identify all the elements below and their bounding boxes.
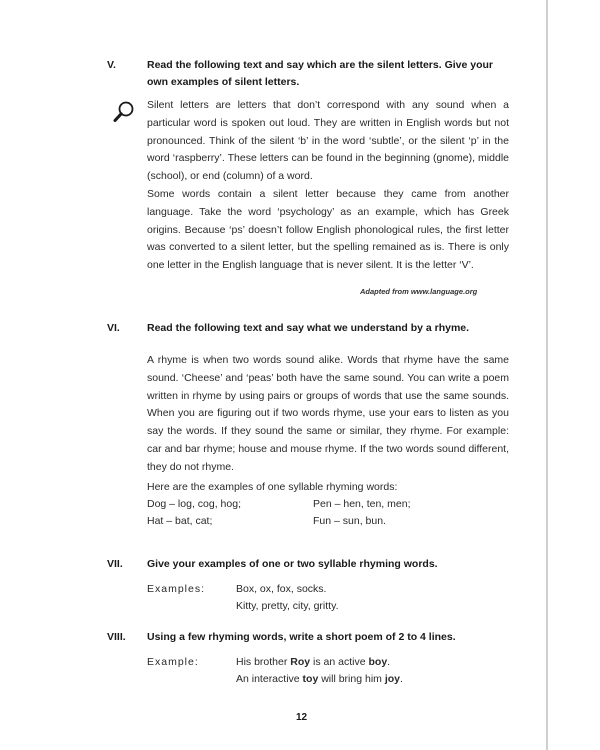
paragraph: A rhyme is when two words sound alike. Words that rhyme have the same sound. ‘Cheese’ and ‘peas’ both have the same sound. You can write a poem written in rhyme by using pairs or groups of words that use the same sounds. When you are figuring out if two words rhyme, use your ears to listen as you say the words. If they sound the same or similar, they rhyme. For example: car and bar rhyme; house and mouse rhyme. If the two words sound different, they do not rhyme. bbox=[147, 354, 509, 473]
section-vi-text bbox=[147, 352, 509, 477]
examples-label: Examples: bbox=[147, 583, 206, 595]
rhyme-word: joy bbox=[384, 673, 400, 685]
rhyme-word: toy bbox=[302, 673, 319, 685]
section-number: VI. bbox=[107, 322, 120, 334]
poem-text: is an active bbox=[310, 656, 369, 668]
page-number: 12 bbox=[296, 712, 308, 723]
example-cell: Pen – hen, ten, men; bbox=[313, 498, 411, 510]
poem-text: will bring him bbox=[318, 673, 385, 685]
poem-text: . bbox=[400, 673, 403, 685]
section-heading-text: Using a few rhyming words, write a short poem of 2 to 4 lines. bbox=[147, 631, 456, 643]
section-v-text bbox=[147, 97, 509, 275]
poem-text: An interactive bbox=[236, 673, 303, 685]
paragraph: Some words contain a silent letter because they came from another language. Take the word ‘psychology’ as an example, which has Greek origins. Because ‘ps’ doesn’t follow English phonological rules, the first letter was converted to a silent letter, but the spelling remained as is. There is only one letter in the English language that is never silent. It is the letter ‘V’. bbox=[147, 187, 509, 272]
rhyme-word: boy bbox=[368, 656, 388, 668]
section-v-heading bbox=[107, 57, 513, 91]
example-label: Example: bbox=[147, 656, 199, 668]
section-number: VIII. bbox=[107, 631, 126, 643]
example-line: Box, ox, fox, socks. bbox=[236, 583, 327, 595]
example-cell: Dog – log, cog, hog; bbox=[147, 498, 241, 510]
poem-line bbox=[236, 671, 403, 688]
magnifier-icon bbox=[112, 100, 136, 124]
section-heading-text: Read the following text and say what we understand by a rhyme. bbox=[147, 322, 470, 334]
poem-text: . bbox=[387, 656, 391, 668]
paragraph: Silent letters are letters that don’t correspond with any sound when a particular word is spoken out loud. They are written in English words but not pronounced. Think of the silent ‘b’ in the word ‘subtle’, or the silent ‘p’ in the word ‘raspberry’. These letters can be found in the beginning (gnome), middle (school), or end (column) of a word. bbox=[147, 99, 509, 183]
section-number: VII. bbox=[107, 558, 123, 570]
poem-text: His brother bbox=[236, 656, 291, 668]
examples-intro: Here are the examples of one syllable rhyming words: bbox=[147, 481, 398, 493]
page-edge-divider bbox=[546, 0, 548, 750]
section-number: V. bbox=[107, 59, 116, 71]
section-heading-text: Give your examples of one or two syllable rhyming words. bbox=[147, 558, 438, 570]
section-heading-text: Read the following text and say which are the silent letters. Give your own examples of silent letters. bbox=[147, 59, 494, 88]
section-viii-heading bbox=[107, 629, 513, 646]
example-line: Kitty, pretty, city, gritty. bbox=[236, 600, 339, 612]
rhyme-word: Roy bbox=[290, 656, 311, 668]
section-vi-heading bbox=[107, 320, 513, 337]
example-cell: Hat – bat, cat; bbox=[147, 515, 213, 527]
poem-line bbox=[236, 654, 390, 671]
section-vii-heading bbox=[107, 556, 513, 573]
source-attribution: Adapted from www.language.org bbox=[360, 287, 478, 296]
example-cell: Fun – sun, bun. bbox=[313, 515, 386, 527]
